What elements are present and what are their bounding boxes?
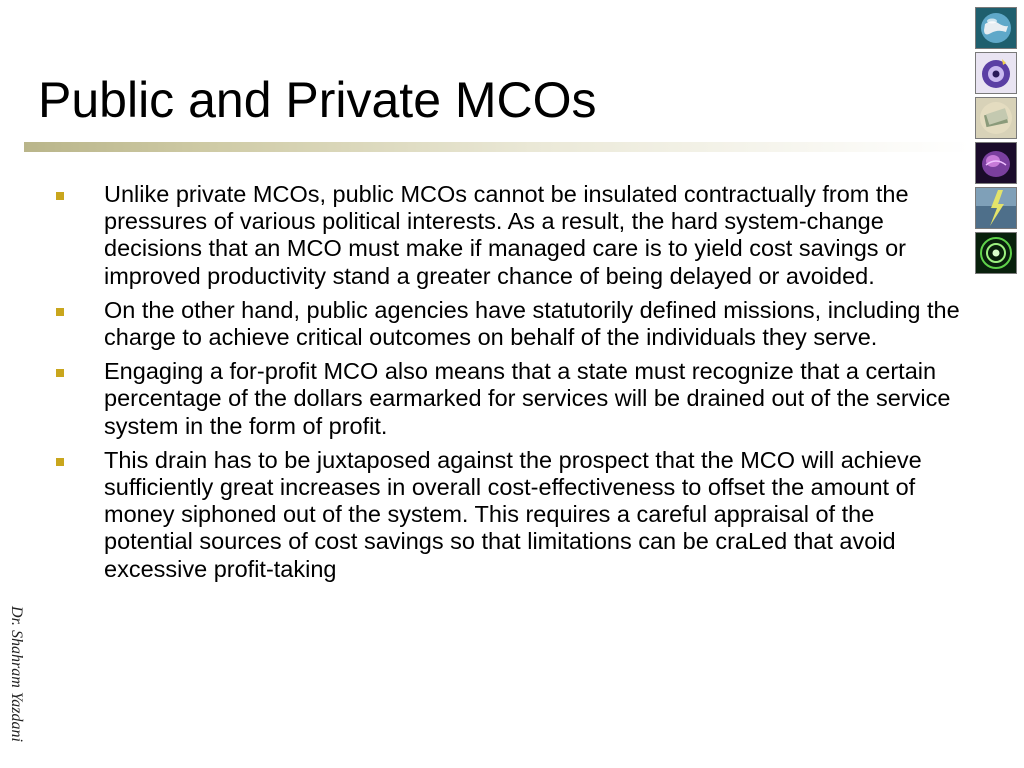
title-underline [24,142,970,152]
bullet-text: This drain has to be juxtaposed against the prospect that the MCO will achieve sufficiently great increases in overall cost-effectiveness to offset the amount of money siphoned out of the system. This requires a careful appraisal of the potential sources of cost savings so that limitations can be craLed that avoid excessive profit-taking [104,446,922,582]
purple-swirl-icon [975,52,1017,94]
brain-scan-icon [975,142,1017,184]
slide-title: Public and Private MCOs [38,72,597,128]
money-icon [975,97,1017,139]
bullet-item [52,358,962,440]
bullet-square-icon [56,369,64,377]
bullet-list [52,181,962,590]
bullet-text: Unlike private MCOs, public MCOs cannot be insulated contractually from the pressures of various political interests. As a result, the hard system-change decisions that an MCO must make if managed care is to yield cost savings or improved productivity stand a greater chance of being delayed or avoided. [104,181,909,289]
lightning-icon [975,187,1017,229]
globe-icon [975,7,1017,49]
bullet-item [52,447,962,583]
bullet-square-icon [56,308,64,316]
bullet-square-icon [56,192,64,200]
bullet-square-icon [56,458,64,466]
bullet-text: On the other hand, public agencies have statutorily defined missions, including the charge to achieve critical outcomes on behalf of the individuals they serve. [104,296,960,351]
author-credit: Dr. Shahram Yazdani [8,606,25,742]
bullet-text: Engaging a for-profit MCO also means that a state must recognize that a certain percentage of the dollars earmarked for services will be drained out of the service system in the form of profit. [104,358,951,439]
decorative-thumbnails [975,7,1017,277]
bullet-item [52,181,962,290]
bullet-item [52,297,962,351]
green-tunnel-icon [975,232,1017,274]
